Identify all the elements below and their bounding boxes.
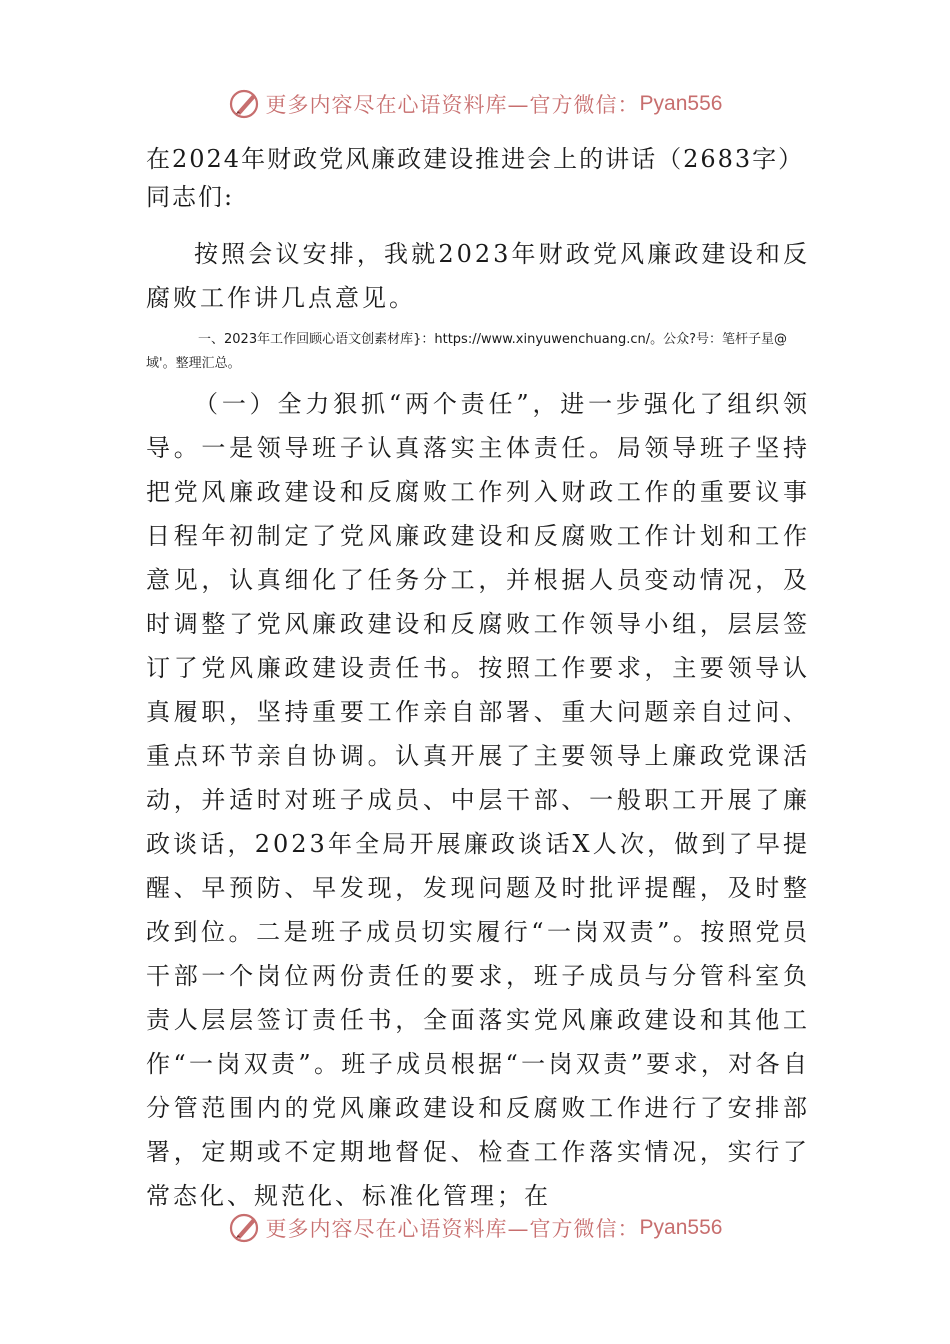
section-heading-note: 一、2023年工作回顾心语文创素材库}：https://www.xinyuwenchuang.cn/。公众?号：笔杆子星@域'。整理汇总。 [146, 332, 788, 371]
document-body [146, 140, 810, 1218]
header-banner [0, 84, 950, 124]
banner-text: 更多内容尽在心语资料库—官方微信： [265, 93, 640, 117]
pen-logo-icon [228, 1211, 262, 1245]
document-title: 在2024年财政党风廉政建设推进会上的讲话（2683字） [146, 145, 805, 173]
pen-logo-icon [228, 87, 262, 121]
banner-text: 更多内容尽在心语资料库—官方微信： [265, 1217, 640, 1241]
footer-banner [0, 1208, 950, 1248]
greeting: 同志们: [146, 183, 235, 211]
banner-wechat-id: Pyan556 [639, 92, 723, 115]
banner-wechat-id: Pyan556 [639, 1216, 723, 1239]
intro-paragraph: 按照会议安排，我就2023年财政党风廉政建设和反腐败工作讲几点意见。 [146, 240, 810, 312]
body-paragraph: （一）全力狠抓“两个责任”，进一步强化了组织领导。一是领导班子认真落实主体责任。局领导班子坚持把党风廉政建设和反腐败工作列入财政工作的重要议事日程年初制定了党风廉政建设和反腐败工作计划和工作意见，认真细化了任务分工，并根据人员变动情况，及时调整了党风廉政建设和反腐败工作领导小组，层层签订了党风廉政建设责任书。按照工作要求，主要领导认真履职，坚持重要工作亲自部署、重大问题亲自过问、重点环节亲自协调。认真开展了主要领导上廉政党课活动，并适时对班子成员、中层干部、一般职工开展了廉政谈话，2023年全局开展廉政谈话X人次，做到了早提醒、早预防、早发现，发现问题及时批评提醒，及时整改到位。二是班子成员切实履行“一岗双责”。按照党员干部一个岗位两份责任的要求，班子成员与分管科室负责人层层签订责任书，全面落实党风廉政建设和其他工作“一岗双责”。班子成员根据“一岗双责”要求，对各自分管范围内的党风廉政建设和反腐败工作进行了安排部署，定期或不定期地督促、检查工作落实情况，实行了常态化、规范化、标准化管理；在 [146, 390, 810, 1210]
